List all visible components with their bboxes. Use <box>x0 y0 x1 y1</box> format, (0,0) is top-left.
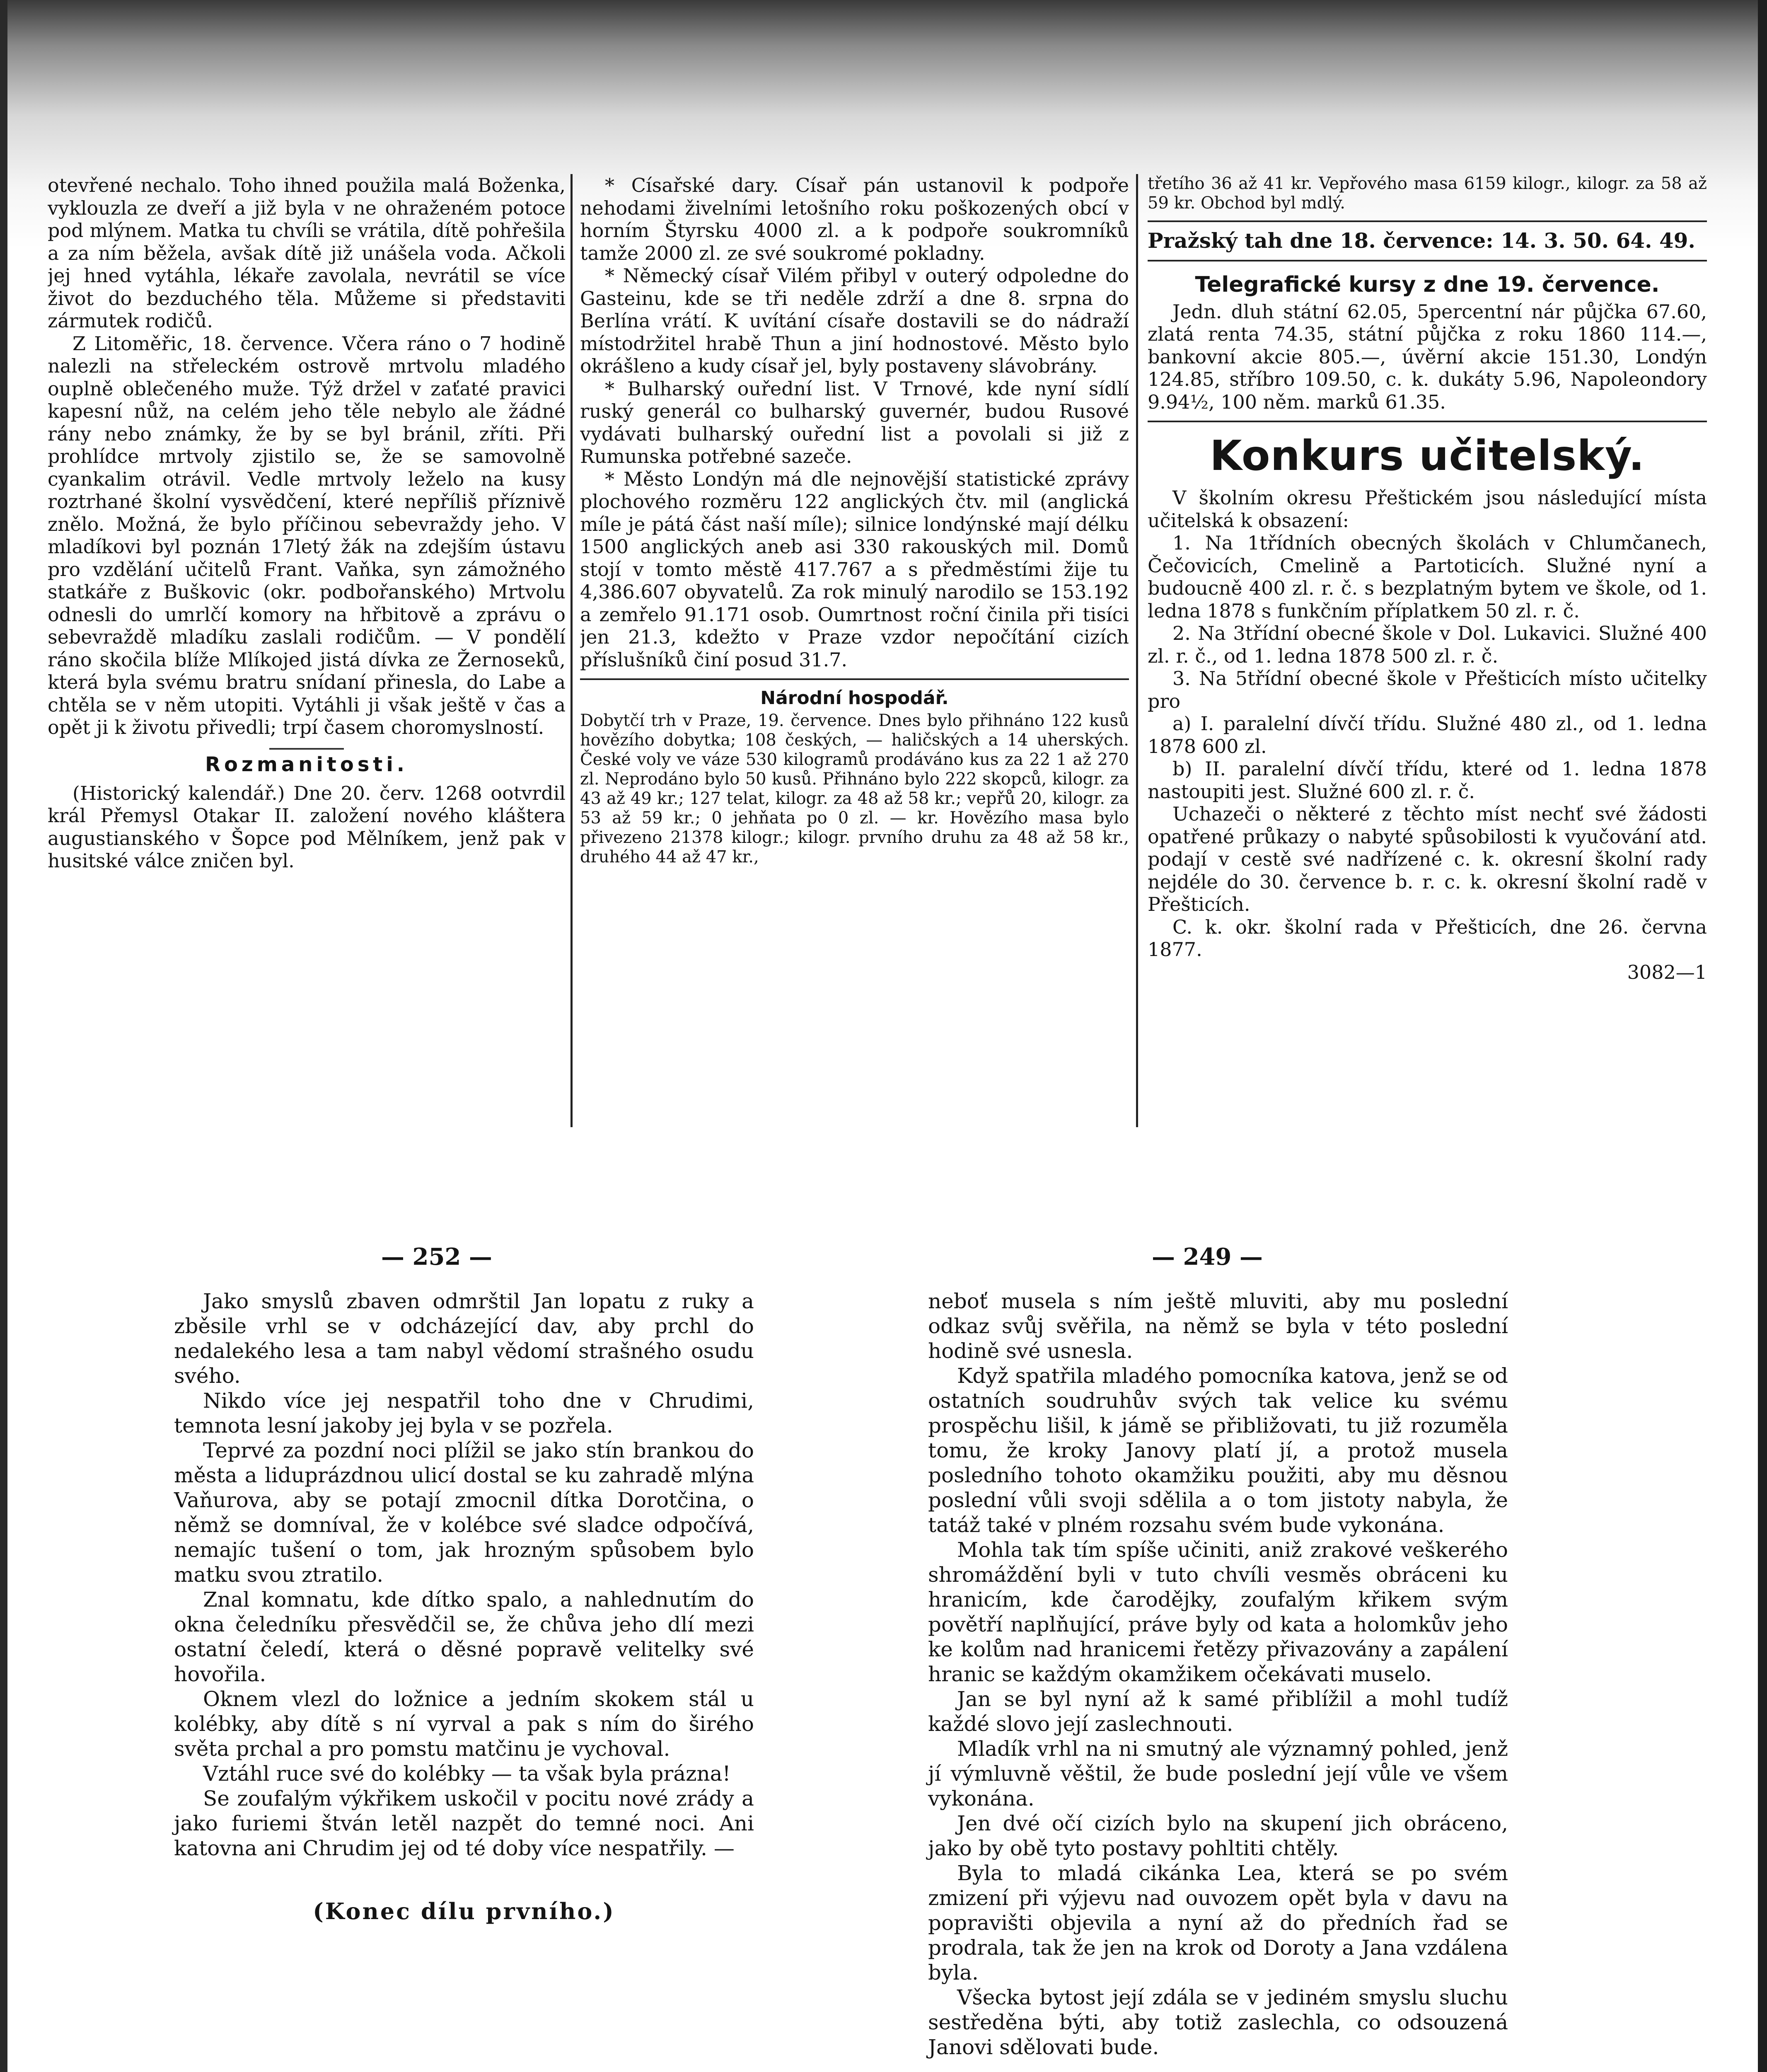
section-title-rozmanitosti: Rozmanitosti. <box>205 753 409 776</box>
scan-edge-left <box>0 0 7 2072</box>
news-paragraph: otevřené nechalo. Toho ihned použila malá Boženka, vyklouzla ze dveří a již byla v ne ohraženém potoce pod mlýnem. Matka tu chvíli se vrátila, dítě pohřešila a za ním běžela, avšak dítě již unášela voda. Ačkoli jej hned vytáhla, lékaře zavolala, nevrátil se více život do bezduchého těla. Můžeme si představiti zármutek rodičů. <box>48 174 566 332</box>
novel-paragraph: Všecka bytost její zdála se v jediném smyslu sluchu sestředěna býti, aby totiž zaslechla, co odsouzená Janovi sdělovati bude. <box>928 1985 1508 2059</box>
divider <box>269 748 344 750</box>
konkurs-item: 1. Na 1třídních obecných školách v Chlumčanech, Čečovicích, Cmelině a Partoticích. Služné nyní a budoucně 400 zl. r. č. s bezplatným bytem ve škole, od 1. ledna 1878 s funkčním příplatkem 50 zl. r. č. <box>1148 532 1707 622</box>
novel-paragraph: Jako smyslů zbaven odmrštil Jan lopatu z ruky a zběsile vrhl se v odcházející dav, aby prchl do nedalekého lesa a tam nabyl vědomí strašného osudu svého. <box>174 1289 754 1388</box>
novel-page-left <box>174 1289 754 1924</box>
divider <box>580 678 1129 680</box>
news-paragraph: Z Litoměřic, 18. července. Včera ráno o 7 hodině nalezli na střeleckém ostrově mrtvolu mladého ouplně oblečeného muže. Týž držel v zaťaté pravici kapesní nůž, na celém jeho těle nebylo ale žádné rány nebo známky, že by se byl bránil, zříti. Při prohlídce mrtvoly zjistilo se, že se samovolně cyankalim otrávil. Vedle mrtvoly leželo na kusy roztrhané školní vysvědčení, které nepříliš příznivě znělo. Možná, že bylo příčinou sebevraždy jeho. V mladíkovi byl poznán 17letý žák na zdejším ústavu pro vzdělání učitelů Frant. Vaňka, syn zámožného statkáře z Buškovic (okr. podbořanského) Mrtvolu odnesli do umrlčí komory na hřbitově a zprávu o sebevraždě mladíku zaslali rodičům. — V pondělí ráno skočila blíže Mlíkojed jistá dívka ze Žernoseků, která byla svému bratru snídaní přinesla, do Labe a chtěla se v něm utopiti. Vytáhli ji však ještě v čas a opět ji k životu přivedli; trpí časem choromyslností. <box>48 332 566 738</box>
novel-paragraph: Se zoufalým výkřikem uskočil v pocitu nové zrády a jako furiemi štván letěl nazpět do temné noci. Ani katovna ani Chrudim jej od té doby více nespatřily. — <box>174 1786 754 1860</box>
divider <box>1148 421 1707 422</box>
novel-paragraph: Mladík vrhl na ni smutný ale významný pohled, jenž jí výmluvně věštil, že bude poslední její vůle ve všem vykonána. <box>928 1737 1508 1811</box>
novel-paragraph: Znal komnatu, kde dítko spalo, a nahlednutím do okna čeledníku přesvědčil se, že chůva jeho dlí mezi ostatní čeledí, která o děsné popravě velitelky své hovořila. <box>174 1588 754 1686</box>
novel-paragraph: Jen dvé očí cizích bylo na skupení jich obráceno, jako by obě tyto postavy pohltiti chtěly. <box>928 1811 1508 1860</box>
konkurs-title: Konkurs učitelský. <box>1210 431 1645 480</box>
newspaper-panel <box>48 174 1707 1135</box>
page-number-right: — 249 — <box>1152 1243 1263 1271</box>
konkurs-item: a) I. paralelní dívčí třídu. Služné 480 zl., od 1. ledna 1878 600 zl. <box>1148 712 1707 758</box>
novel-paragraph: Když spatřila mladého pomocníka katova, jenž se od ostatních soudruhův svých tak velice ku svému prospěchu lišil, k jámě se přibližovati, tu již rozuměla tomu, že kroky Janovy platí jí, a protož musela posledního tohoto okamžiku použiti, aby mu děsnou poslední vůli svoji sdělila a o tom jistoty nabyla, že tatáž také v plném rozsahu svém bude vykonána. <box>928 1364 1508 1537</box>
novel-paragraph: Oknem vlezl do ložnice a jedním skokem stál u kolébky, aby dítě s ní vyrval a pak s ním do širého světa prchal a pro pomstu matčinu je vychoval. <box>174 1687 754 1761</box>
rates-text: Jedn. dluh státní 62.05, 5percentní nár půjčka 67.60, zlatá renta 74.35, státní půjčka z roku 1860 114.—, bankovní akcie 805.—, úvěrní akcie 151.30, Londýn 124.85, stříbro 109.50, c. k. dukáty 5.96, Napoleondory 9.94½, 100 něm. marků 61.35. <box>1148 300 1707 413</box>
page-number-left: — 252 — <box>381 1243 492 1271</box>
section-title-hospodar: Národní hospodář. <box>760 687 949 709</box>
scan-edge-right <box>1758 0 1767 2072</box>
end-of-part-note: (Konec dílu prvního.) <box>313 1898 615 1924</box>
konkurs-reference: 3082—1 <box>1627 961 1707 983</box>
news-paragraph: * Císařské dary. Císař pán ustanovil k podpoře nehodami živelními letošního roku poškozených obcí v horním Štyrsku 4000 zl. a k podpoře soukromníků tamže 2000 zl. ze své soukromé pokladny. <box>580 174 1129 264</box>
history-paragraph: (Historický kalendář.) Dne 20. červ. 1268 ootvrdil král Přemysl Otakar II. založení nového kláštera augustianského v Šopce pod Mělníkem, jenž pak v husitské válce zničen byl. <box>48 782 566 872</box>
market-report-continued: třetího 36 až 41 kr. Vepřového masa 6159 kilogr., kilogr. za 58 až 59 kr. Obchod byl mdlý. <box>1148 174 1707 213</box>
news-column-3 <box>1148 174 1707 1135</box>
novel-paragraph: Vztáhl ruce své do kolébky — ta však byla prázna! <box>203 1762 731 1786</box>
novel-page-right <box>928 1289 1508 2072</box>
konkurs-signature: C. k. okr. školní rada v Přešticích, dne 26. června 1877. <box>1148 915 1707 961</box>
novel-paragraph: Nikdo více jej nespatřil toho dne v Chrudimi, temnota lesní jakoby jej byla v se pozřela. <box>174 1389 754 1438</box>
konkurs-item: b) II. paralelní dívčí třídu, které od 1. ledna 1878 nastoupiti jest. Služné 600 zl. r. č. <box>1148 758 1707 803</box>
novel-paragraph: Byla to mladá cikánka Lea, která se po svém zmizení při výjevu nad ouvozem opět byla v davu na popravišti objevila a nyní až do předních řad se prodrala, tak že jen na krok od Doroty a Jana vzdálena byla. <box>928 1861 1508 1985</box>
news-paragraph: * Bulharský ouřední list. V Trnové, kde nyní sídlí ruský generál co bulharský guvernér, budou Rusové vydávati bulharský ouřední list a povolali si již z Rumunska potřebné sazeče. <box>580 377 1129 467</box>
divider <box>1148 220 1707 222</box>
rates-title: Telegrafické kursy z dne 19. července. <box>1195 272 1660 297</box>
konkurs-intro: V školním okresu Přeštickém jsou následující místa učitelská k obsazení: <box>1148 487 1707 532</box>
novel-paragraph: neboť musela s ním ještě mluviti, aby mu poslední odkaz svůj svěřila, na němž se byla v této poslední hodině své usnesla. <box>928 1289 1508 1363</box>
konkurs-item: 2. Na 3třídní obecné škole v Dol. Lukavici. Služné 400 zl. r. č., od 1. ledna 1878 500 zl. r. č. <box>1148 622 1707 667</box>
lottery-result: Pražský tah dne 18. července: 14. 3. 50. 64. 49. <box>1148 228 1695 253</box>
news-column-1 <box>48 174 566 1135</box>
novel-paragraph: Mohla tak tím spíše učiniti, aniž zrakové veškerého shromáždění byli v tuto chvíli vesměs obráceni ku hranicím, kde čarodějky, zoufalým křikem svým povětří naplňující, práve byly od kata a holomkův jeho ke kolům nad hranicemi řetězy přivazovány a zapálení hranic se každým okamžikem očekávati muselo. <box>928 1538 1508 1686</box>
column-rule <box>1136 174 1138 1127</box>
konkurs-item: 3. Na 5třídní obecné škole v Přešticích místo učitelky pro <box>1148 667 1707 712</box>
news-paragraph: * Město Londýn má dle nejnovější statistické zprávy plochového rozměru 122 anglických čtv. mil (anglická míle je pátá část naší míle); silnice londýnské mají délku 1500 anglických aneb asi 330 rakouských mil. Domů stojí v tomto městě 417.767 a s předměstími žije tu 4,386.607 obyvatelů. Za rok minulý narodilo se 153.192 a zemřelo 91.171 osob. Oumrtnost roční činila při tisíci jen 21.3, kdežto v Praze vzdor nepočítání cizích příslušníků činí posud 31.7. <box>580 467 1129 671</box>
column-rule <box>570 174 573 1127</box>
konkurs-item: Uchazeči o některé z těchto míst nechť své žádosti opatřené průkazy o nabyté spůsobilosti k vyučování atd. podají v cestě své nadřízené c. k. okresní školní rady nejdéle do 30. července b. r. c. k. okresní školní radě v Přešticích. <box>1148 803 1707 915</box>
novel-paragraph: Teprvé za pozdní noci plížil se jako stín brankou do města a liduprázdnou ulicí dostal se ku zahradě mlýna Vaňurova, aby se potají zmocnil dítka Dorotčina, o němž se domníval, že v kolébce své sladce odpočívá, nemajíc tušení o tom, jak hrozným spůsobem bylo matku svou ztratilo. <box>174 1438 754 1587</box>
news-paragraph: * Německý císař Vilém přibyl v outerý odpoledne do Gasteinu, kde se tři neděle zdrží a dne 8. srpna do Berlína vrátí. K uvítání císaře dostavili se do nádraží místodržitel hrabě Thun a jiní hodnostové. Město bylo okrášleno a kudy císař jel, byly postaveny slávobrány. <box>580 264 1129 377</box>
divider <box>1148 260 1707 261</box>
news-column-2 <box>580 174 1129 1135</box>
market-report: Dobytčí trh v Praze, 19. července. Dnes bylo přihnáno 122 kusů hovězího dobytka; 108 českých, — haličských a 14 uherských. České voly ve váze 530 kilogramů prodáváno kus za 22 1 až 270 zl. Neprodáno bylo 50 kusů. Přihnáno bylo 222 skopců, kilogr. za 43 až 49 kr.; 127 telat, kilogr. za 48 až 58 kr.; vepřů 20, kilogr. za 53 až 59 kr.; 0 jehňata po 0 zl. — kr. Hovězího masa bylo přivezeno 21378 kilogr.; kilogr. prvního druhu za 48 až 58 kr., druhého 44 až 47 kr., <box>580 711 1129 867</box>
konkurs-reference-row <box>1148 961 1707 984</box>
novel-paragraph: Jan se byl nyní až k samé přiblížil a mohl tudíž každé slovo její zaslechnouti. <box>928 1687 1508 1736</box>
